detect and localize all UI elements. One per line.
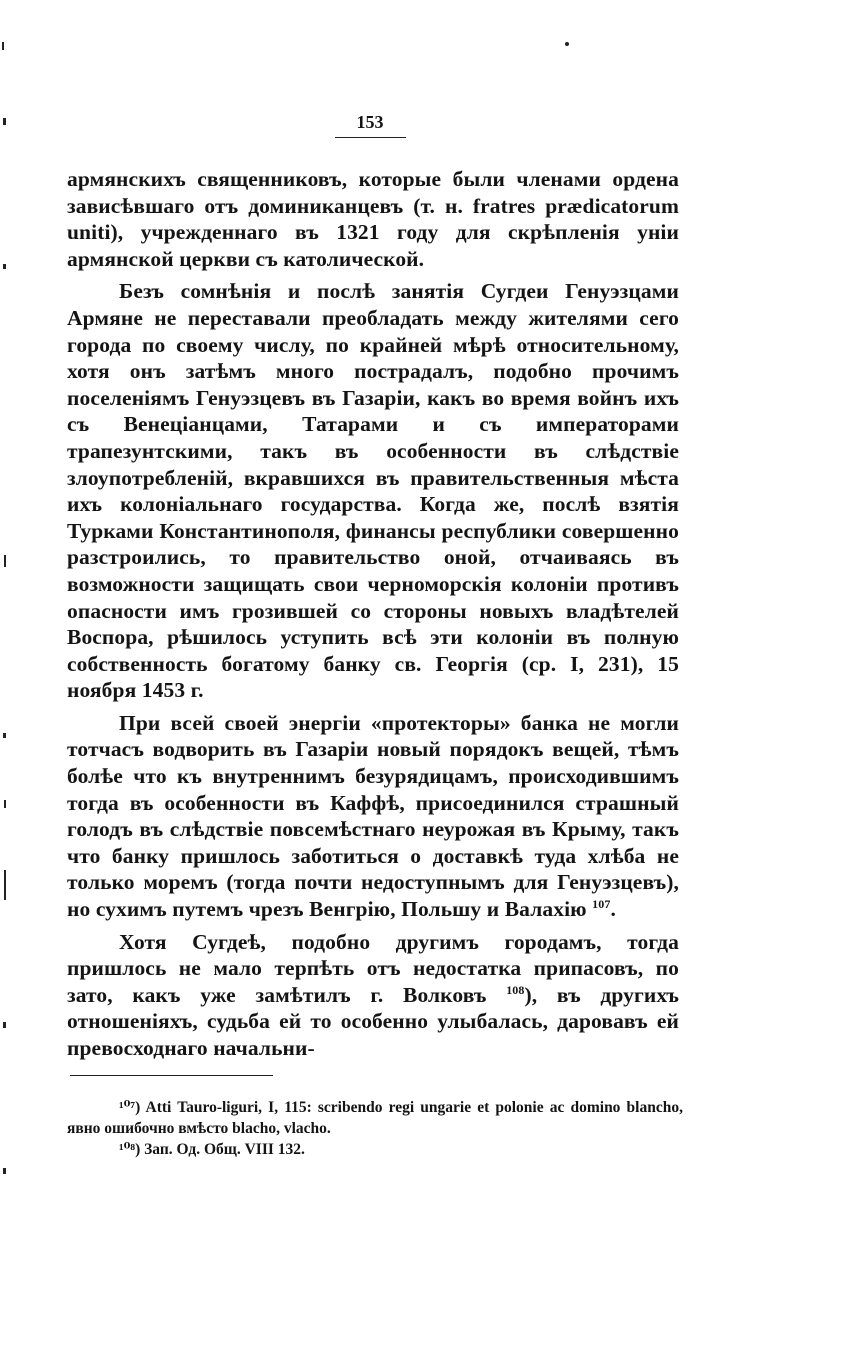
- footnote: [67, 1097, 683, 1139]
- margin-mark: [3, 733, 6, 738]
- footnote: [67, 1139, 683, 1160]
- paragraph: армянскихъ священниковъ, которые были членами ордена зависѣвшаго отъ доминиканцевъ (т. н. fratres prædicatorum uniti), учрежденнаго въ 1321 году для скрѣпленія уніи армянской церкви съ католической.: [67, 167, 679, 271]
- paragraph-text: Хотя Сугдеѣ, подобно другимъ городамъ, тогда пришлось не мало терпѣть отъ недостатка припасовъ, по зато, какъ уже замѣтилъ г. Волковъ: [67, 929, 679, 1007]
- paragraph-tail: ), въ другихъ отношеніяхъ, судьба ей то особенно улыбалась, даровавъ ей превосходнаго начальни-: [67, 982, 679, 1060]
- margin-mark: [565, 42, 569, 46]
- margin-mark: [4, 870, 6, 900]
- footnote-reference: 108: [506, 982, 525, 997]
- paragraph: Безъ сомнѣнія и послѣ занятія Сугдеи Генуэзцами Армяне не переставали преобладать между жителями сего города по своему числу, по крайней мѣрѣ относительному, хотя онъ затѣмъ много пострадалъ, подобно прочимъ поселеніямъ Генуэзцевъ въ Газаріи, какъ во время войнъ ихъ съ Венеціанцами, Татарами и съ императорами трапезунтскими, такъ въ особенности въ слѣдствіе злоупотребленій, вкравшихся въ правительственныя мѣста ихъ колоніальнаго государства. Когда же, послѣ взятія Турками Константинополя, финансы республики совершенно разстроились, то правительство оной, отчаиваясь въ возможности защищать свои черноморскія колоніи противъ опасности имъ грозившей со стороны новыхъ владѣтелей Воспора, рѣшилось уступить всѣ эти колоніи въ полную собственность богатому банку св. Георгія (ср. I, 231), 15 ноября 1453 г.: [67, 279, 679, 703]
- margin-mark: [4, 555, 6, 567]
- margin-mark: [3, 264, 6, 269]
- footnote-text: Atti Tauro-liguri, I, 115: scribendo regi ungarie et polonie ac domino blancho, явно ошибочно вмѣсто blacho, vlacho.: [67, 1099, 683, 1137]
- main-text: [67, 166, 679, 1068]
- margin-mark: [3, 1168, 6, 1174]
- footnotes: [67, 1097, 683, 1160]
- paragraph-text: При всей своей энергіи «протекторы» банка не могли тотчасъ водворить въ Газаріи новый порядокъ вещей, тѣмъ болѣе что къ внутреннимъ безурядицамъ, происходившимъ тогда въ особенности въ Каффѣ, присоединился страшный голодъ въ слѣдствіе повсемѣстнаго неурожая въ Крыму, такъ что банку пришлось заботиться о доставкѣ туда хлѣба не только моремъ (тогда почти недоступнымъ для Генуэзцевъ), но сухимъ путемъ чрезъ Венгрію, Польшу и Валахію: [67, 710, 679, 922]
- footnote-divider: [70, 1075, 273, 1076]
- footnote-marker: ¹⁰⁷): [119, 1099, 141, 1116]
- page-number: [0, 112, 740, 138]
- margin-mark: [4, 800, 6, 808]
- page-number-text: 153: [335, 112, 406, 138]
- margin-mark: [3, 1022, 6, 1028]
- paragraph: [67, 710, 679, 923]
- paragraph: [67, 929, 679, 1062]
- paragraph-tail: .: [610, 897, 616, 922]
- margin-mark: [2, 42, 4, 50]
- footnote-marker: ¹⁰⁸): [119, 1141, 141, 1158]
- footnote-text: Зап. Од. Общ. VIII 132.: [144, 1141, 305, 1158]
- footnote-reference: 107: [592, 896, 611, 911]
